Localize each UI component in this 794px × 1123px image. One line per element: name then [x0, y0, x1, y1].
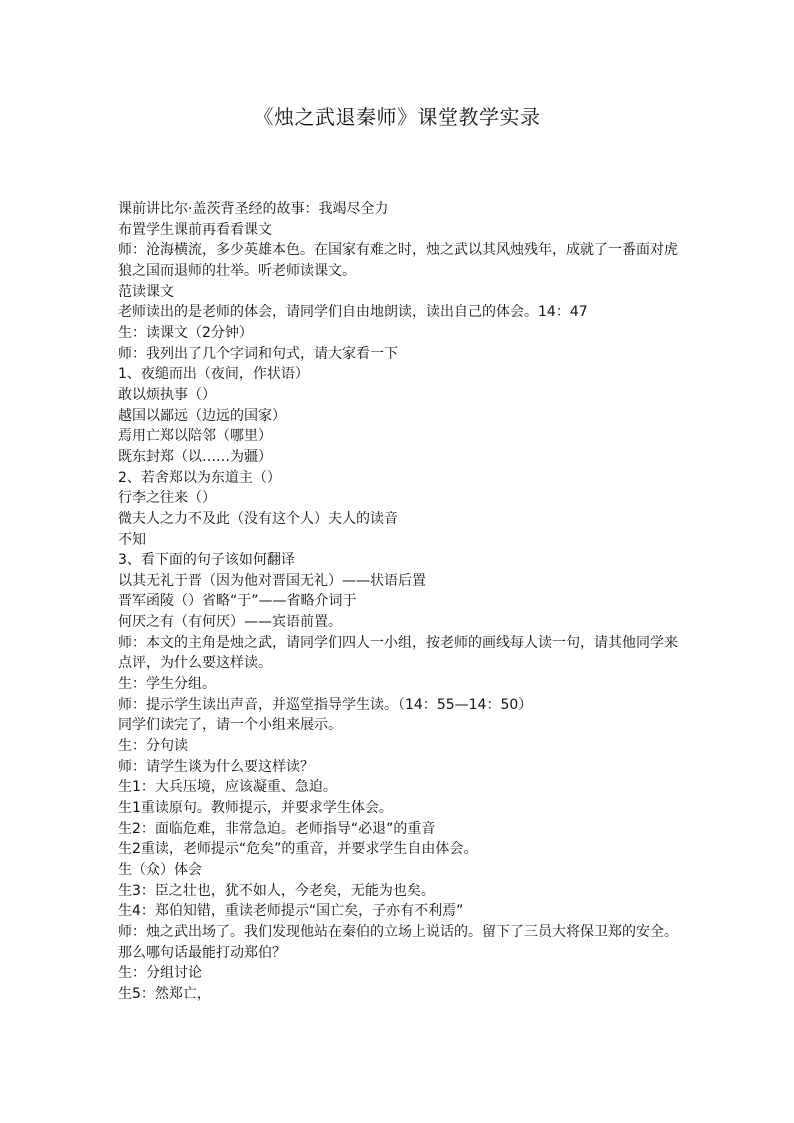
body-line: 范读课文	[118, 283, 174, 300]
body-line: 师：烛之武出场了。我们发现他站在秦伯的立场上说话的。留下了三员大将保卫郑的安全。那么哪句话最能打动郑伯？	[118, 923, 678, 961]
body-line: 1、夜缒而出（夜间，作状语）	[118, 366, 309, 383]
body-line: 生：分组讨论	[118, 965, 202, 982]
body-line: 既东封郑（以……为疆）	[118, 448, 272, 465]
body-line: 生1：大兵压境，应该凝重、急迫。	[118, 779, 337, 796]
body-line: 以其无礼于晋（因为他对晋国无礼）——状语后置	[118, 572, 426, 589]
body-line: 生2重读，老师提示“危矣”的重音，并要求学生自由体会。	[118, 841, 478, 858]
body-line: 何厌之有（有何厌）——宾语前置。	[118, 614, 342, 631]
body-line: 老师读出的是老师的体会，请同学们自由地朗读，读出自己的体会。14：47	[118, 304, 588, 321]
body-line: 布置学生课前再看看课文	[118, 221, 272, 238]
body-line: 生1重读原句。教师提示，并要求学生体会。	[118, 800, 393, 817]
body-line: 生：分句读	[118, 738, 188, 755]
body-line: 生：学生分组。	[118, 676, 216, 693]
document-title: 《烛之武退秦师》课堂教学实录	[253, 105, 541, 129]
body-line: 师：请学生谈为什么要这样读？	[118, 758, 314, 775]
body-line: 师：我列出了几个字词和句式，请大家看一下	[118, 345, 398, 362]
body-line: 师：提示学生读出声音，并巡堂指导学生读。（14：55—14：50）	[118, 696, 533, 713]
body-line: 同学们读完了，请一个小组来展示。	[118, 717, 342, 734]
body-line: 师：本文的主角是烛之武，请同学们四人一小组，按老师的画线每人读一句，请其他同学来点评，为什么要这样读。	[118, 634, 678, 672]
body-line: 敢以烦执事（）	[118, 386, 216, 403]
body-line: 生5：然郑亡，	[118, 985, 211, 1002]
body-line: 越国以鄙远（边远的国家）	[118, 407, 286, 424]
body-line: 2、若舍郑以为东道主（）	[118, 469, 281, 486]
body-line: 生：读课文（2分钟）	[118, 324, 253, 341]
body-line: 微夫人之力不及此（没有这个人）夫人的读音	[118, 510, 398, 527]
body-line: 生2：面临危难，非常急迫。老师指导“必退”的重音	[118, 820, 436, 837]
body-line: 师：沧海横流，多少英雄本色。在国家有难之时，烛之武以其风烛残年，成就了一番面对虎狼之国而退师的壮举。听老师读课文。	[118, 242, 678, 279]
body-line: 生（众）体会	[118, 862, 202, 878]
body-line: 晋军函陵（）省略“于”——省略介词于	[118, 593, 357, 610]
body-line: 不知	[118, 531, 146, 548]
body-line: 生4：郑伯知错，重读老师提示“国亡矣，子亦有不利焉”	[118, 903, 464, 920]
body-line: 3、看下面的句子该如何翻译	[118, 552, 295, 569]
body-line: 行李之往来（）	[118, 490, 216, 507]
body-line: 课前讲比尔·盖茨背圣经的故事：我竭尽全力	[118, 201, 389, 217]
body-line: 生3：臣之壮也，犹不如人，今老矣，无能为也矣。	[118, 882, 435, 899]
document-body	[118, 199, 680, 1005]
body-line: 焉用亡郑以陪邻（哪里）	[118, 428, 272, 445]
